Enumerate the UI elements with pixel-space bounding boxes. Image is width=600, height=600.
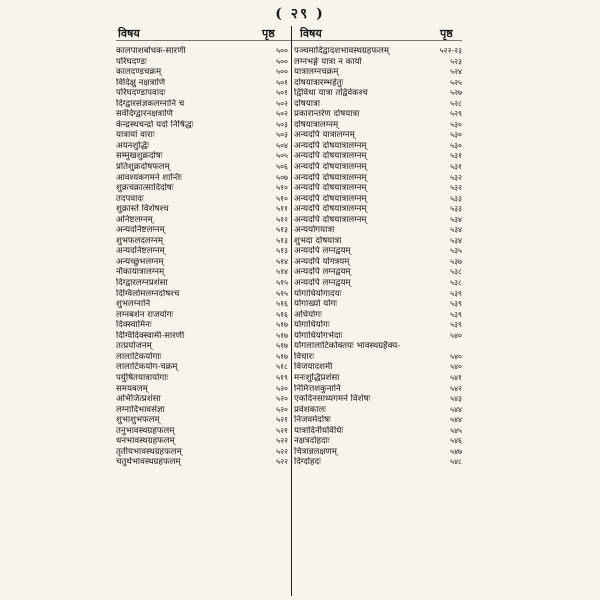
entry-topic: कालदण्डचक्रम् bbox=[116, 67, 162, 78]
entry-page-number: ५१० bbox=[276, 183, 288, 193]
entry-topic: निजवर्मदोषः bbox=[294, 415, 331, 426]
entry-page-number: ५३९ bbox=[450, 320, 462, 330]
index-entry bbox=[294, 415, 462, 426]
entry-page-number: ५०१ bbox=[276, 88, 288, 98]
entry-topic: योगलालाटिकोक्तयः भावस्थग्रहैक्य- bbox=[294, 341, 401, 352]
entry-page-number: ५२२ bbox=[276, 446, 288, 456]
entry-topic: केन्द्रस्थचन्द्रो यदो निषिद्धः bbox=[116, 119, 194, 130]
entry-topic: अन्यदपि दोषयात्रालग्नम् bbox=[294, 151, 367, 162]
entry-topic: दिक्स्वामिनः bbox=[116, 320, 152, 331]
entry-topic: विजयादशमी bbox=[294, 362, 333, 373]
index-entry bbox=[116, 236, 288, 247]
index-entry bbox=[294, 278, 462, 289]
entry-topic: दोषयात्रारम्भहेतुः bbox=[294, 77, 344, 88]
entry-page-number: ५३३ bbox=[450, 204, 462, 214]
entry-topic: शुभाशुभफलम् bbox=[116, 415, 160, 426]
entry-page-number: ५०७ bbox=[276, 172, 288, 182]
entry-page-number: ५०६ bbox=[276, 162, 288, 172]
index-entry bbox=[116, 394, 288, 405]
entry-page-number: ५१० bbox=[276, 193, 288, 203]
entry-topic: अन्यदपि दोषयात्रालग्नम् bbox=[294, 172, 367, 183]
index-entry bbox=[116, 457, 288, 468]
entry-page-number: ५४४ bbox=[450, 404, 462, 414]
entry-topic: लालाटिकयोग-चक्रम् bbox=[116, 362, 178, 373]
index-entry bbox=[294, 320, 462, 331]
entry-page-number: ५२७ bbox=[450, 88, 462, 98]
entry-page-number: ५०३ bbox=[276, 119, 288, 129]
index-entry bbox=[116, 162, 288, 173]
entry-topic: अन्यदपि लग्नद्वयम् bbox=[294, 246, 351, 257]
entry-page-number: ५१७ bbox=[276, 341, 288, 351]
entry-topic: कालपाशबोधक-सारणी bbox=[116, 46, 186, 56]
entry-page-number: ५३० bbox=[450, 130, 462, 140]
index-entry bbox=[294, 78, 462, 89]
entry-topic: अन्यदनिष्टलग्नम् bbox=[116, 225, 165, 236]
entry-topic: चतुर्थभावस्थग्रहफलम् bbox=[116, 457, 181, 468]
entry-topic: अन्ययोगयात्रा bbox=[294, 225, 335, 236]
entry-page-number: ५४० bbox=[450, 351, 462, 361]
index-entry bbox=[116, 384, 288, 395]
page-number: ( २९ ) bbox=[275, 6, 325, 22]
entry-topic: निमित्तशकुनानि bbox=[294, 383, 341, 394]
entry-page-number: ५२२-२३ bbox=[439, 46, 462, 55]
index-entry bbox=[294, 99, 462, 110]
index-entry bbox=[294, 362, 462, 373]
index-entry bbox=[294, 299, 462, 310]
entry-page-number: ५४६ bbox=[450, 436, 462, 446]
index-entry bbox=[294, 246, 462, 257]
index-entry bbox=[116, 352, 288, 363]
index-entry bbox=[116, 194, 288, 205]
index-entry bbox=[116, 88, 288, 99]
index-entry bbox=[116, 310, 288, 321]
entry-topic: प्रवेशकालः bbox=[294, 404, 326, 415]
index-entry bbox=[294, 120, 462, 131]
entry-page-number: ५२० bbox=[276, 383, 288, 393]
index-entry bbox=[116, 204, 288, 215]
index-entry bbox=[116, 299, 288, 310]
index-entry bbox=[116, 405, 288, 416]
entry-topic: योगाधियोगभेदाः bbox=[294, 330, 343, 341]
entry-page-number: ५३८ bbox=[450, 267, 462, 277]
index-entry bbox=[294, 173, 462, 184]
index-entry bbox=[294, 57, 462, 68]
index-entry bbox=[116, 257, 288, 268]
entry-topic: दिग्द्वारलग्नप्रशंसा bbox=[116, 278, 168, 289]
index-entry bbox=[294, 352, 462, 363]
entry-page-number: ५१७ bbox=[276, 320, 288, 330]
entry-topic: यात्रालग्नचक्रम् bbox=[294, 67, 339, 78]
entry-page-number: ५३३ bbox=[450, 193, 462, 203]
index-entry bbox=[294, 426, 462, 437]
entry-page-number: ५३९ bbox=[450, 309, 462, 319]
index-entry bbox=[116, 267, 288, 278]
entry-topic: अन्यदनिष्टलग्नम् bbox=[116, 246, 165, 257]
entry-page-number: ५०५ bbox=[276, 151, 288, 161]
entry-page-number: ५४८ bbox=[450, 457, 462, 467]
entry-topic: लग्नबशेन राजयोगः bbox=[116, 309, 174, 320]
index-entry bbox=[294, 141, 462, 152]
index-entry bbox=[116, 57, 288, 68]
index-entry bbox=[116, 183, 288, 194]
entry-topic: यात्रायां वाराः bbox=[116, 130, 155, 141]
index-entry bbox=[294, 373, 462, 384]
entry-topic: योगाधियोगः bbox=[294, 320, 330, 331]
entry-topic: तदपवादः bbox=[116, 193, 144, 204]
entry-page-number: ५२९ bbox=[450, 109, 462, 119]
entry-topic: अन्यदपि दोषयात्रालग्नम् bbox=[294, 183, 367, 194]
entry-page-number: ५४३ bbox=[450, 394, 462, 404]
entry-page-number: ५३१ bbox=[450, 162, 462, 172]
index-entry bbox=[294, 267, 462, 278]
entry-page-number: ५४५ bbox=[450, 425, 462, 435]
entry-page-number: ५३२ bbox=[450, 172, 462, 182]
entry-topic: अधियोगः bbox=[294, 309, 322, 320]
index-entry bbox=[116, 320, 288, 331]
index-entry bbox=[294, 215, 462, 226]
index-entry bbox=[116, 46, 288, 57]
entry-page-number: ५०३ bbox=[276, 130, 288, 140]
entry-topic: लग्नभङ्गे यात्रा न कार्या bbox=[294, 56, 362, 67]
entry-topic: अन्यदपि दोषयात्रालग्नम् bbox=[294, 140, 367, 151]
index-entry bbox=[116, 141, 288, 152]
entry-page-number: ५२१ bbox=[276, 425, 288, 435]
index-entry bbox=[294, 405, 462, 416]
header-page-left: पृष्ठ bbox=[262, 27, 275, 40]
index-entry bbox=[294, 384, 462, 395]
entry-topic: सर्वदिग्द्वारनक्षत्राणि bbox=[116, 109, 173, 120]
entry-page-number: ५१४ bbox=[276, 256, 288, 266]
entry-page-number: ५१६ bbox=[276, 309, 288, 319]
entry-page-number: ५१३ bbox=[276, 235, 288, 245]
entry-page-number: ५३५ bbox=[450, 246, 462, 256]
entry-topic: अन्यदपि लग्नद्वयम् bbox=[294, 267, 351, 278]
index-entry bbox=[294, 183, 462, 194]
entry-page-number: ५०० bbox=[276, 56, 288, 66]
entry-topic: अभिजित्प्रशंसा bbox=[116, 394, 161, 405]
entry-topic: अन्यदपि योगत्रयम् bbox=[294, 256, 350, 267]
entry-page-number: ५४० bbox=[450, 330, 462, 340]
entry-topic: दिग्दोहदः bbox=[294, 457, 321, 468]
entry-page-number: ५३० bbox=[450, 140, 462, 150]
entry-topic: योगाख्यो योगः bbox=[294, 299, 338, 310]
entry-page-number: ५१९ bbox=[276, 372, 288, 382]
entry-page-number: ५२४ bbox=[450, 67, 462, 77]
entry-page-number: ५४४ bbox=[450, 415, 462, 425]
index-entry bbox=[294, 289, 462, 300]
entry-page-number: ५०४ bbox=[276, 140, 288, 150]
entry-page-number: ५१८ bbox=[276, 362, 288, 372]
index-entry bbox=[116, 415, 288, 426]
left-column bbox=[116, 46, 288, 468]
entry-topic: मनःशुद्धिप्रशंसा bbox=[294, 372, 340, 383]
entry-page-number: ५१४ bbox=[276, 267, 288, 277]
index-entry bbox=[116, 99, 288, 110]
entry-topic: परिघदण्डापवादः bbox=[116, 88, 166, 99]
entry-topic: लग्नादिभावसंज्ञा bbox=[116, 404, 165, 415]
entry-page-number: ५४२ bbox=[450, 383, 462, 393]
entry-topic: द्विविधा यात्रा तद्विवेकश्च bbox=[294, 88, 368, 99]
index-entry bbox=[116, 173, 288, 184]
entry-page-number: ५०१ bbox=[276, 77, 288, 87]
index-entry bbox=[116, 246, 288, 257]
entry-topic: दोषयात्रालग्नम् bbox=[294, 119, 339, 130]
header-topic-left: विषय bbox=[118, 27, 140, 40]
entry-topic: शुभफलदलग्नम् bbox=[116, 235, 164, 246]
entry-page-number: ५४० bbox=[450, 362, 462, 372]
index-entry bbox=[294, 457, 462, 468]
entry-page-number: ५२१ bbox=[276, 415, 288, 425]
entry-page-number: ५३२ bbox=[450, 183, 462, 193]
entry-page-number: ५१५ bbox=[276, 278, 288, 288]
entry-topic: अन्यदपि लग्नद्वयम् bbox=[294, 278, 351, 289]
index-entry bbox=[116, 109, 288, 120]
entry-page-number: ५१३ bbox=[276, 246, 288, 256]
entry-page-number: ५३९ bbox=[450, 299, 462, 309]
column-divider bbox=[291, 26, 292, 596]
entry-topic: अन्यदपि दोषयात्रालग्नम् bbox=[294, 193, 367, 204]
entry-topic: परिघदण्डः bbox=[116, 56, 147, 67]
header-rule bbox=[116, 40, 462, 41]
entry-topic: आवश्यकगमने शान्तिः bbox=[116, 172, 182, 183]
entry-topic: शुक्रास्ते विशेषश्च bbox=[116, 204, 169, 215]
entry-page-number: ५३७ bbox=[450, 256, 462, 266]
entry-page-number: ५०२ bbox=[276, 98, 288, 108]
index-entry bbox=[294, 130, 462, 141]
entry-topic: पर्युषितयात्रायोगाः bbox=[116, 372, 169, 383]
index-entry bbox=[294, 67, 462, 78]
index-entry bbox=[294, 447, 462, 458]
entry-topic: अन्यदपि यात्रालग्नम् bbox=[294, 130, 355, 141]
index-entry bbox=[294, 341, 462, 352]
entry-topic: धनभावस्थग्रहफलम् bbox=[116, 436, 175, 447]
index-entry bbox=[294, 436, 462, 447]
index-entry bbox=[294, 162, 462, 173]
entry-topic: अन्यदपि दोषयात्रालग्नम् bbox=[294, 162, 367, 173]
index-entry bbox=[116, 289, 288, 300]
entry-topic: अन्यदपि दोषयात्रालग्नम् bbox=[294, 214, 367, 225]
entry-page-number: ५४१ bbox=[450, 372, 462, 382]
entry-topic: यात्रादिनीयविधिः bbox=[294, 425, 344, 436]
entry-topic: दिग्विदिक्स्वामी-सारणी bbox=[116, 330, 185, 341]
entry-topic: दिग्द्वारसंज्ञकलग्नानि च bbox=[116, 98, 185, 109]
entry-topic: अयनशुद्धिः bbox=[116, 140, 149, 151]
index-entry bbox=[116, 130, 288, 141]
entry-page-number: ५३८ bbox=[450, 278, 462, 288]
entry-page-number: ५३१ bbox=[450, 151, 462, 161]
entry-page-number: ५०० bbox=[276, 67, 288, 77]
entry-page-number: ५१७ bbox=[276, 330, 288, 340]
index-entry bbox=[116, 151, 288, 162]
entry-page-number: ५०० bbox=[276, 46, 288, 55]
entry-topic: योगाधियोगादयः bbox=[294, 288, 342, 299]
entry-page-number: ५२० bbox=[276, 404, 288, 414]
index-entry bbox=[116, 447, 288, 458]
entry-page-number: ५२२ bbox=[276, 436, 288, 446]
index-entry bbox=[116, 78, 288, 89]
index-entry bbox=[116, 341, 288, 352]
entry-topic: शुभलग्नानि bbox=[116, 299, 151, 310]
entry-page-number: ५२३ bbox=[450, 56, 462, 66]
entry-page-number: ५२२ bbox=[276, 457, 288, 467]
entry-page-number: ५३४ bbox=[450, 225, 462, 235]
index-entry bbox=[294, 331, 462, 342]
entry-topic: नक्षत्रदोहदाः bbox=[294, 436, 330, 447]
entry-topic: विदिक्षु नक्षत्राणि bbox=[116, 77, 166, 88]
index-entry bbox=[116, 362, 288, 373]
entry-page-number: ५१६ bbox=[276, 299, 288, 309]
index-entry bbox=[294, 46, 462, 57]
entry-topic: चित्रान्नलक्षणम् bbox=[294, 446, 337, 457]
index-entry bbox=[116, 373, 288, 384]
entry-page-number: ५१२ bbox=[276, 214, 288, 224]
entry-page-number: ५१३ bbox=[276, 225, 288, 235]
entry-topic: शुभदा दोषयात्रा bbox=[294, 235, 342, 246]
entry-topic: तत्प्रयोजनम् bbox=[116, 341, 152, 352]
index-entry bbox=[294, 109, 462, 120]
entry-topic: एकदिनसाध्यगमने विशेषः bbox=[294, 394, 371, 405]
entry-page-number: ५३९ bbox=[450, 288, 462, 298]
entry-topic: लालाटिकयोगाः bbox=[116, 351, 162, 362]
right-column bbox=[294, 46, 462, 468]
entry-topic: पञ्चमादिद्वादशभावस्थग्रहफलम् bbox=[294, 46, 389, 56]
index-entry bbox=[294, 194, 462, 205]
entry-topic: दोषयात्रा bbox=[294, 98, 320, 109]
index-entry bbox=[116, 120, 288, 131]
entry-page-number: ५४७ bbox=[450, 446, 462, 456]
index-entry bbox=[294, 151, 462, 162]
header-page-right: पृष्ठ bbox=[440, 27, 453, 40]
entry-page-number: ५०२ bbox=[276, 109, 288, 119]
entry-topic: प्रकारान्तरेण दोषयात्रा bbox=[294, 109, 360, 120]
entry-topic: दिग्विलोमलग्नदोषश्च bbox=[116, 288, 180, 299]
entry-topic: प्रतिशुक्रदोषफलम् bbox=[116, 162, 170, 173]
entry-page-number: ५१५ bbox=[276, 288, 288, 298]
entry-topic: अन्यदपि दोषयात्रालग्नम् bbox=[294, 204, 367, 215]
index-entry bbox=[116, 331, 288, 342]
index-entry bbox=[116, 426, 288, 437]
header-topic-right: विषय bbox=[300, 27, 322, 40]
entry-page-number: ५१७ bbox=[276, 351, 288, 361]
index-entry bbox=[294, 88, 462, 99]
entry-topic: तृतीयभावस्थग्रहफलम् bbox=[116, 446, 182, 457]
entry-page-number: ५२८ bbox=[450, 98, 462, 108]
index-entry bbox=[294, 236, 462, 247]
entry-topic: तनुभावस्थग्रहफलम् bbox=[116, 425, 175, 436]
index-entry bbox=[294, 310, 462, 321]
entry-topic: नौकायात्रालग्नम् bbox=[116, 267, 165, 278]
entry-topic: सम्मुखशुक्रदोषः bbox=[116, 151, 163, 162]
index-entry bbox=[116, 225, 288, 236]
index-entry bbox=[116, 67, 288, 78]
index-entry bbox=[116, 436, 288, 447]
entry-page-number: ५३४ bbox=[450, 214, 462, 224]
index-entry bbox=[294, 204, 462, 215]
index-entry bbox=[294, 394, 462, 405]
index-entry bbox=[294, 257, 462, 268]
index-entry bbox=[116, 215, 288, 226]
index-entry bbox=[294, 225, 462, 236]
entry-topic: विचारः bbox=[294, 351, 314, 362]
entry-topic: समयबलम् bbox=[116, 383, 148, 394]
entry-topic: शुक्रचक्रात्सादिदोषः bbox=[116, 183, 174, 194]
entry-page-number: ५२० bbox=[276, 394, 288, 404]
entry-page-number: ५२५ bbox=[450, 77, 462, 87]
entry-page-number: ५११ bbox=[276, 204, 288, 214]
entry-topic: अनिष्टलग्नम् bbox=[116, 214, 153, 225]
entry-page-number: ५३० bbox=[450, 119, 462, 129]
entry-page-number: ५३४ bbox=[450, 235, 462, 245]
entry-topic: अन्यच्छुभलग्नम् bbox=[116, 256, 164, 267]
index-entry bbox=[116, 278, 288, 289]
